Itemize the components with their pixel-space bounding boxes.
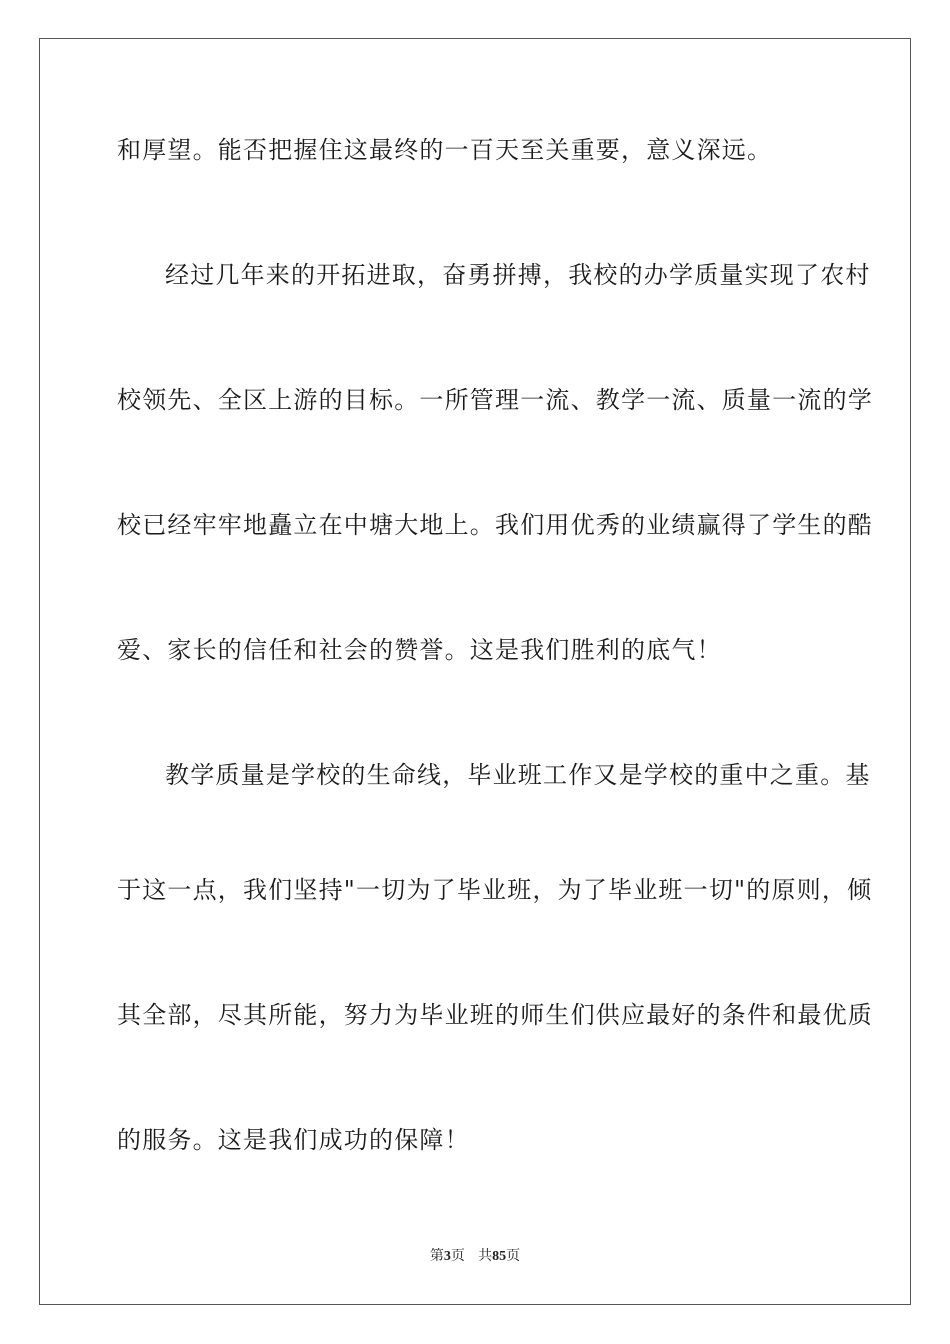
total-suffix: 页 <box>506 1248 521 1264</box>
text-line: 校领先、全区上游的目标。一所管理一流、教学一流、质量一流的学 <box>117 386 873 414</box>
total-pages: 85 <box>492 1249 507 1264</box>
total-prefix: 共 <box>478 1248 493 1264</box>
page-suffix: 页 <box>450 1248 465 1264</box>
text-line: 爱、家长的信任和社会的赞誉。这是我们胜利的底气！ <box>117 636 722 664</box>
text-line: 校已经牢牢地矗立在中塘大地上。我们用优秀的业绩赢得了学生的酷 <box>117 511 873 539</box>
page-border <box>39 38 911 1305</box>
text-line: 和厚望。能否把握住这最终的一百天至关重要，意义深远。 <box>117 136 773 164</box>
text-line: 于这一点，我们坚持"一切为了毕业班，为了毕业班一切"的原则，倾 <box>117 876 873 904</box>
paragraph-first-line: 经过几年来的开拓进取，奋勇拼搏，我校的办学质量实现了农村 <box>165 261 871 289</box>
page-prefix: 第 <box>429 1248 444 1264</box>
text-line: 其全部，尽其所能，努力为毕业班的师生们供应最好的条件和最优质 <box>117 1001 873 1029</box>
paragraph-first-line: 教学质量是学校的生命线，毕业班工作又是学校的重中之重。基 <box>165 761 871 789</box>
text-line: 的服务。这是我们成功的保障！ <box>117 1126 470 1154</box>
page-footer <box>0 1246 950 1267</box>
page-number: 3 <box>443 1249 451 1264</box>
